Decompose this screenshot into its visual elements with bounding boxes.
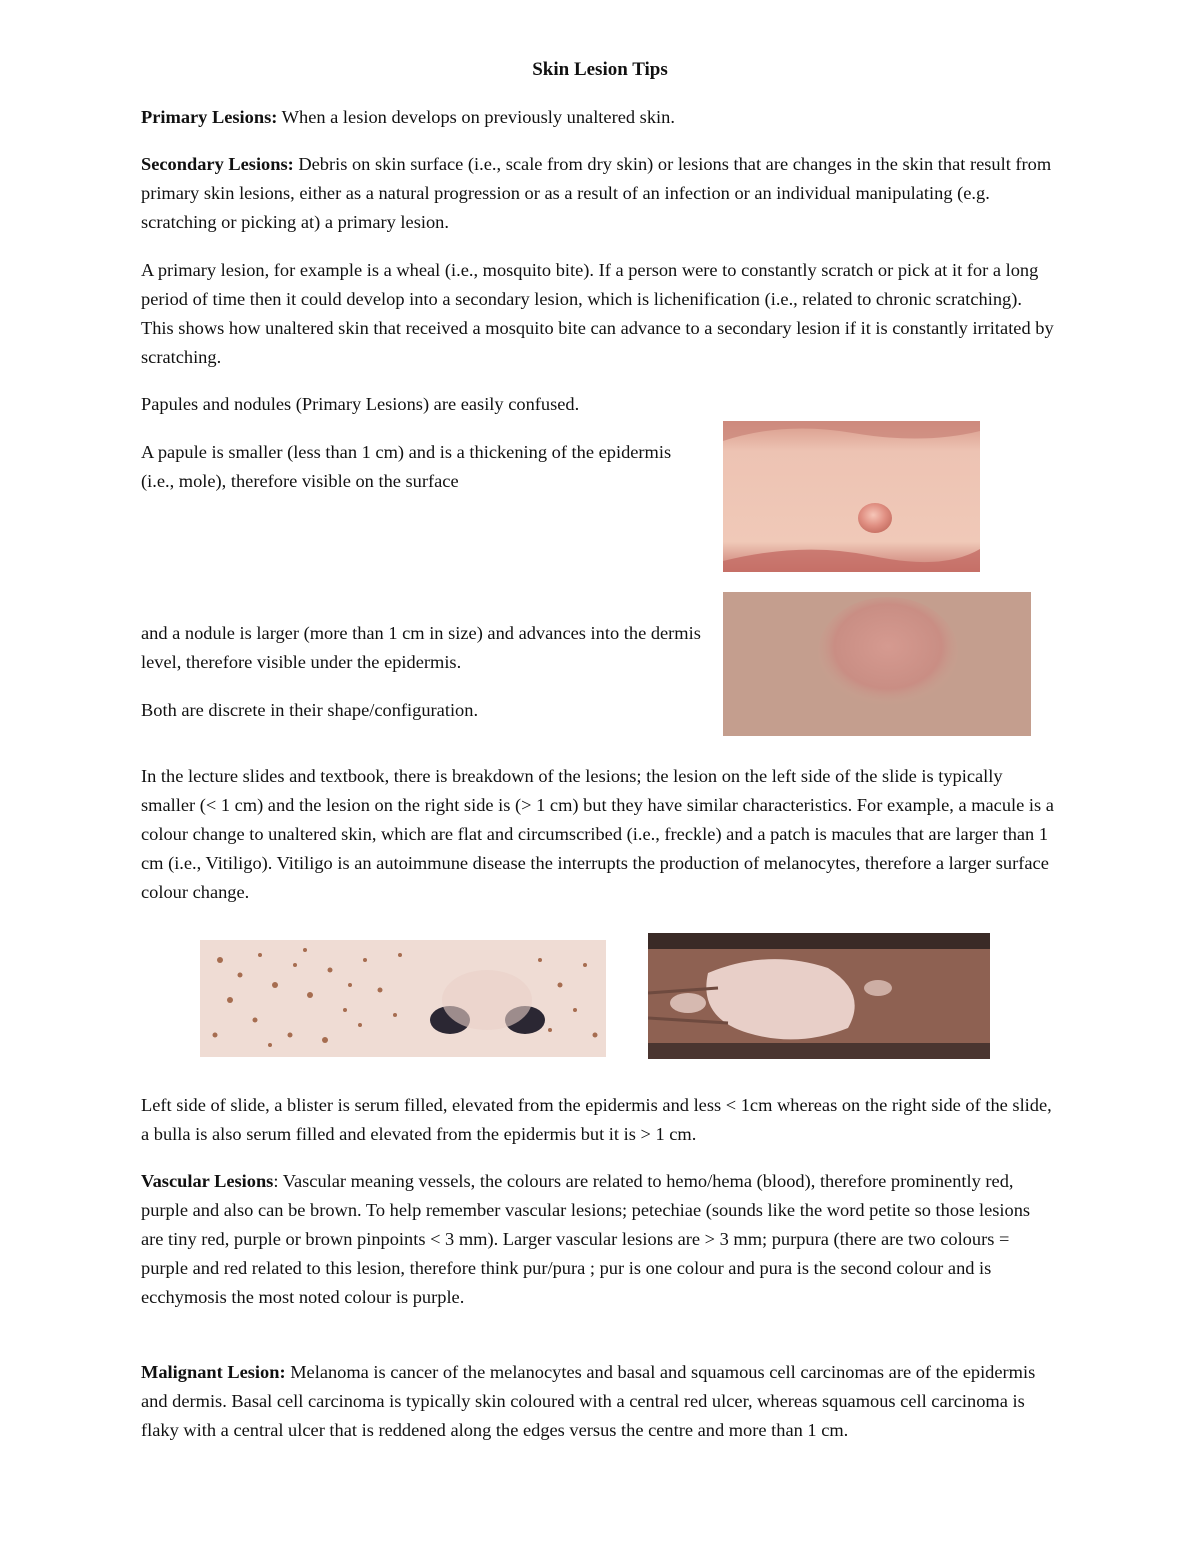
secondary-lesions-label: Secondary Lesions: <box>141 154 294 174</box>
papules-intro-paragraph: Papules and nodules (Primary Lesions) are easily confused. <box>141 394 580 414</box>
wheal-example-paragraph: A primary lesion, for example is a wheal (i.e., mosquito bite). If a person were to constantly scratch or pick at it for a long period of time then it could develop into a secondary lesion, which is lichenification (i.e., related to chronic scratching). This shows how unaltered skin that received a mosquito bite can advance to a secondary lesion if it is constantly irritated by scratching. <box>141 260 1054 367</box>
lecture-slides-paragraph: In the lecture slides and textbook, there is breakdown of the lesions; the lesion on the left side of the slide is typically smaller (< 1 cm) and the lesion on the right side is (> 1 cm) but they have similar characteristics. For example, a macule is a colour change to unaltered skin, which are flat and circumscribed (i.e., freckle) and a patch is macules that are larger than 1 cm (i.e., Vitiligo). Vitiligo is an autoimmune disease the interrupts the production of melanocytes, therefore a larger surface colour change. <box>141 766 1054 902</box>
nodule-photo <box>723 592 1031 736</box>
malignant-lesion-text: Melanoma is cancer of the melanocytes and basal and squamous cell carcinomas are of the epidermis and dermis. Basal cell carcinoma is typically skin coloured with a central red ulcer, whereas squamous cell carcinoma is flaky with a central ulcer that is reddened along the edges versus the centre and more than 1 cm. <box>141 1362 1036 1440</box>
nodule-paragraph: and a nodule is larger (more than 1 cm in size) and advances into the dermis level, therefore visible under the epidermis. <box>141 623 701 672</box>
blister-paragraph: Left side of slide, a blister is serum filled, elevated from the epidermis and less < 1cm whereas on the right side of the slide, a bulla is also serum filled and elevated from the epidermis but it is > 1 cm. <box>141 1095 1052 1144</box>
vascular-lesions-paragraph <box>141 1167 1056 1312</box>
primary-lesions-text: When a lesion develops on previously unaltered skin. <box>277 107 675 127</box>
malignant-lesion-paragraph <box>141 1358 1056 1445</box>
secondary-lesions-paragraph <box>141 150 1056 237</box>
primary-lesions-paragraph <box>141 103 1056 132</box>
vascular-lesions-text: : Vascular meaning vessels, the colours are related to hemo/hema (blood), therefore prominently red, purple and also can be brown. To help remember vascular lesions; petechiae (sounds like the word petite so those lesions are tiny red, purple or brown pinpoints < 3 mm). Larger vascular lesions are > 3 mm; purpura (there are two colours = purple and red related to this lesion, therefore think pur/pura ; pur is one colour and pura is the second colour and is ecchymosis the most noted colour is purple. <box>141 1171 1031 1307</box>
freckles-photo <box>200 940 606 1057</box>
discrete-paragraph: Both are discrete in their shape/configuration. <box>141 700 479 720</box>
papule-paragraph: A papule is smaller (less than 1 cm) and is a thickening of the epidermis (i.e., mole), therefore visible on the surface <box>141 442 672 491</box>
primary-lesions-label: Primary Lesions: <box>141 107 278 127</box>
vitiligo-photo <box>648 933 990 1059</box>
vascular-lesions-label: Vascular Lesions <box>141 1171 274 1191</box>
malignant-lesion-label: Malignant Lesion: <box>141 1362 286 1382</box>
secondary-lesions-text: Debris on skin surface (i.e., scale from dry skin) or lesions that are changes in the skin that result from primary skin lesions, either as a natural progression or as a result of an infection or an individual manipulating (e.g. scratching or picking at) a primary lesion. <box>141 154 1052 232</box>
papule-photo <box>723 421 980 572</box>
page-title: Skin Lesion Tips <box>532 59 668 80</box>
